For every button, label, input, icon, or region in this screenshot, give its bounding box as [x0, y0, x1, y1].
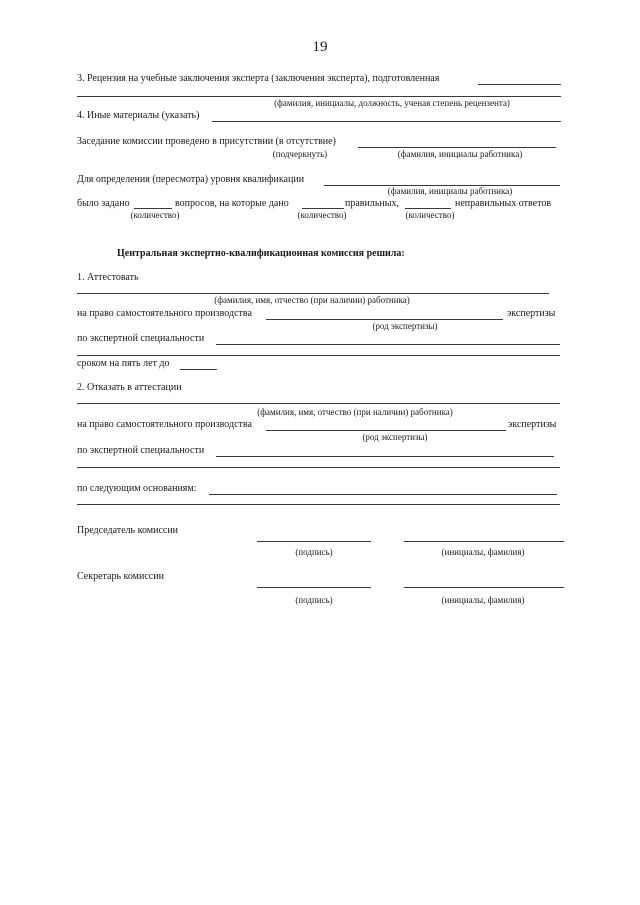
refuse-specialty-label: по экспертной специальности: [77, 445, 205, 456]
attest-specialty-label: по экспертной специальности: [77, 333, 205, 344]
refuse-heading: 2. Отказать в аттестации: [77, 382, 182, 393]
questions-mid: вопросов, на которые дано: [175, 198, 289, 209]
attest-kind-line: [266, 319, 503, 320]
meeting-fill-line: [358, 147, 556, 148]
attest-specialty-line: [216, 344, 560, 345]
secretary-caption-signature: (подпись): [295, 595, 333, 605]
decision-heading: Центральная экспертно-квалификационная комиссия решила:: [117, 248, 405, 259]
refuse-caption-kind: (род экспертизы): [362, 432, 428, 442]
page-number: 19: [312, 39, 328, 55]
item4-label: 4. Иные материалы (указать): [77, 110, 200, 121]
chairman-signature-line: [257, 541, 371, 542]
item4-fill-line: [212, 121, 561, 122]
refuse-kind-line: [266, 430, 506, 431]
chairman-initials-line: [404, 541, 564, 542]
questions-prefix: было задано: [77, 198, 130, 209]
incorrect-count-line: [405, 208, 451, 209]
chairman-label: Председатель комиссии: [77, 525, 179, 536]
attest-specialty-line-2: [77, 355, 560, 356]
item3-fill-line: [478, 84, 561, 85]
refuse-caption-fio: (фамилия, имя, отчество (при наличии) работника): [257, 407, 453, 417]
refuse-fio-line: [77, 403, 560, 404]
caption-count-3: (количество): [405, 210, 455, 220]
chairman-caption-signature: (подпись): [295, 547, 333, 557]
refuse-right-label: на право самостоятельного производства: [77, 419, 252, 430]
secretary-caption-initials: (инициалы, фамилия): [441, 595, 525, 605]
meeting-label: Заседание комиссии проведено в присутствии (в отсутствие): [77, 136, 336, 147]
attest-heading: 1. Аттестовать: [77, 272, 139, 283]
attest-term-label: сроком на пять лет до: [77, 358, 170, 369]
attest-right-label: на право самостоятельного производства: [77, 308, 252, 319]
item3-label: 3. Рецензия на учебные заключения эксперта (заключения эксперта), подготовленная: [77, 73, 440, 84]
meeting-caption-name: (фамилия, инициалы работника): [397, 149, 523, 159]
secretary-label: Секретарь комиссии: [77, 571, 164, 582]
caption-count-2: (количество): [297, 210, 347, 220]
refuse-expertise-suffix: экспертизы: [508, 419, 557, 430]
refuse-grounds-line: [209, 494, 557, 495]
attest-expertise-suffix: экспертизы: [507, 308, 556, 319]
attest-caption-kind: (род экспертизы): [372, 321, 438, 331]
questions-count-line: [134, 208, 172, 209]
refuse-grounds-line-2: [77, 504, 560, 505]
secretary-signature-line: [257, 587, 371, 588]
attest-caption-fio: (фамилия, имя, отчество (при наличии) работника): [214, 295, 410, 305]
qualification-caption-name: (фамилия, инициалы работника): [387, 186, 513, 196]
refuse-specialty-line: [216, 456, 554, 457]
meeting-caption-underline: (подчеркнуть): [272, 149, 328, 159]
questions-incorrect: неправильных ответов: [455, 198, 552, 209]
qualification-label: Для определения (пересмотра) уровня квалификации: [77, 174, 305, 185]
correct-count-line: [302, 208, 344, 209]
refuse-grounds-label: по следующим основаниям:: [77, 483, 197, 494]
questions-correct: правильных,: [345, 198, 399, 209]
caption-count-1: (количество): [130, 210, 180, 220]
secretary-initials-line: [404, 587, 564, 588]
attest-fio-line: [77, 293, 549, 294]
chairman-caption-initials: (инициалы, фамилия): [441, 547, 525, 557]
attest-term-line: [180, 369, 217, 370]
item3-fill-line-2: [77, 96, 561, 97]
item3-caption: (фамилия, инициалы, должность, ученая степень рецензента): [274, 98, 510, 108]
refuse-specialty-line-2: [77, 467, 560, 468]
